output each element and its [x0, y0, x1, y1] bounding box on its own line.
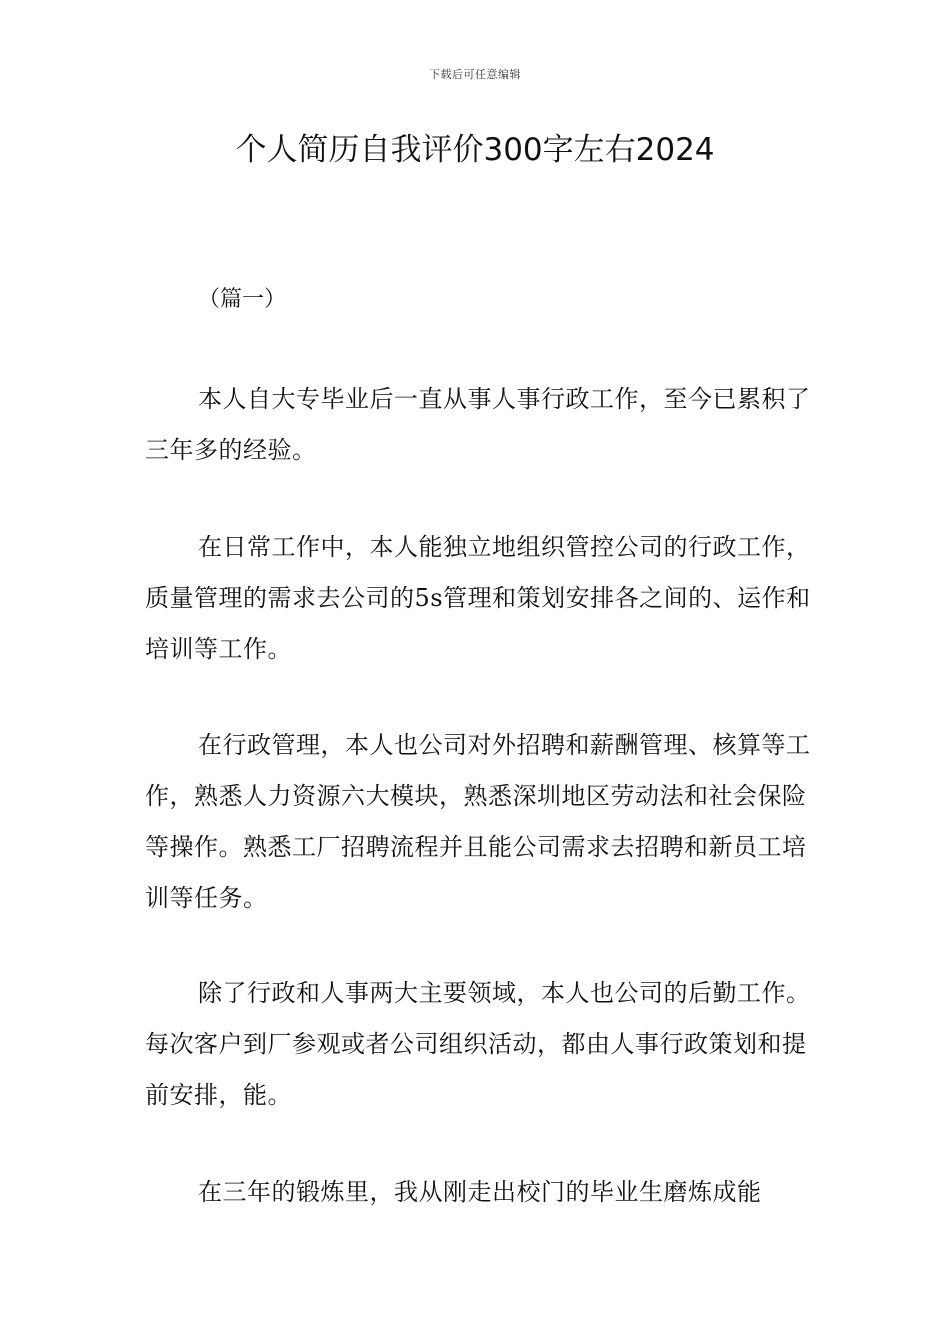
header-note: 下载后可任意编辑 [429, 68, 521, 81]
paragraph-5: 在三年的锻炼里，我从刚走出校门的毕业生磨炼成能 [198, 1178, 762, 1206]
paragraph-2: 在日常工作中，本人能独立地组织管控公司的行政工作，质量管理的需求去公司的5s管理和策划安排各之间的、运作和培训等工作。 [145, 533, 811, 663]
document-title: 个人简历自我评价300字左右2024 [235, 132, 715, 168]
paragraph-4: 除了行政和人事两大主要领域，本人也公司的后勤工作。每次客户到厂参观或者公司组织活动，都由人事行政策划和提前安排，能。 [145, 979, 811, 1109]
paragraph-3: 在行政管理，本人也公司对外招聘和薪酬管理、核算等工作，熟悉人力资源六大模块，熟悉深圳地区劳动法和社会保险等操作。熟悉工厂招聘流程并且能公司需求去招聘和新员工培训等任务。 [145, 731, 811, 912]
section-label: （篇一） [198, 287, 287, 312]
paragraph-1: 本人自大专毕业后一直从事人事行政工作，至今已累积了三年多的经验。 [145, 385, 811, 464]
